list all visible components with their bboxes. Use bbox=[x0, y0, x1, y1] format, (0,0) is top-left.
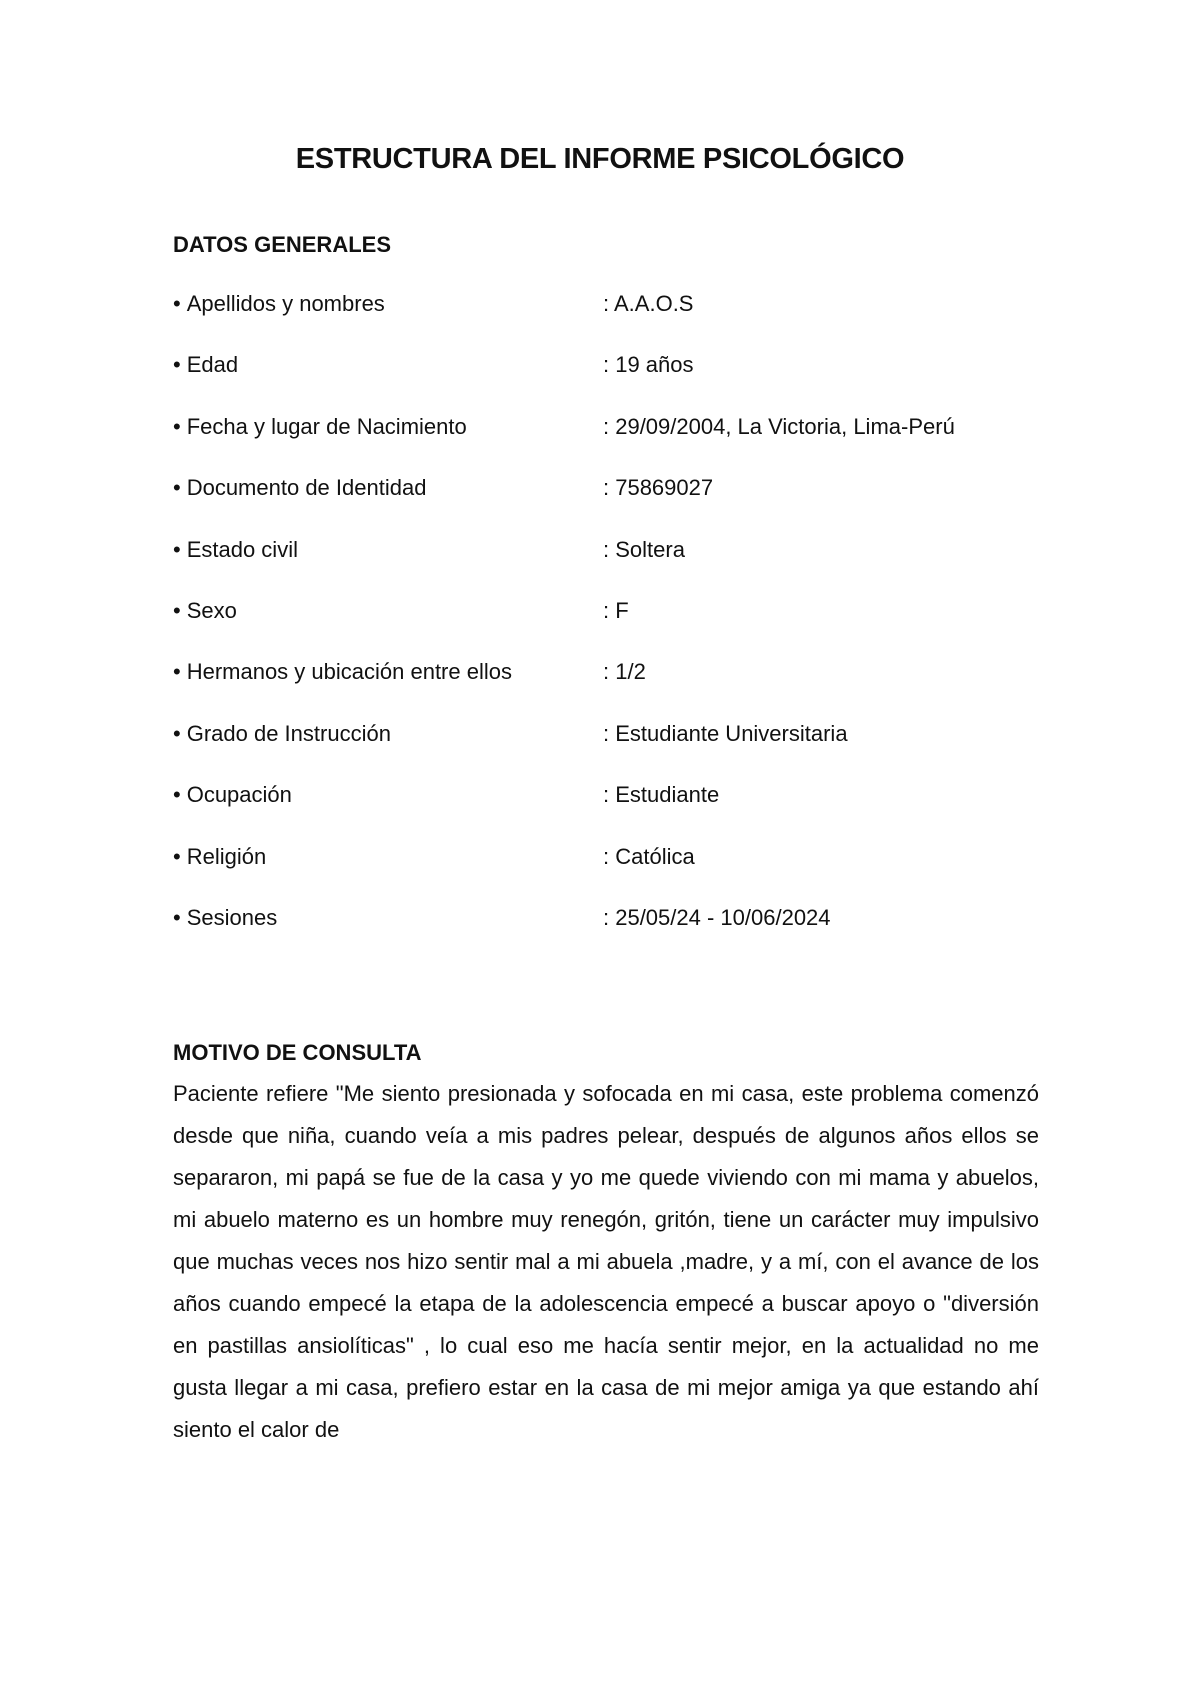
field-row-grado-instruccion bbox=[173, 720, 1073, 781]
field-label-text: Sexo bbox=[186, 597, 237, 623]
field-label-text: Fecha y lugar de Nacimiento bbox=[186, 413, 467, 439]
field-label-text: Estado civil bbox=[186, 536, 298, 562]
bullet-icon: • bbox=[173, 659, 181, 685]
field-row-fecha-lugar-nacimiento bbox=[173, 413, 1073, 474]
field-row-sesiones bbox=[173, 904, 1073, 965]
bullet-icon: • bbox=[173, 720, 181, 746]
section-heading-datos-generales: DATOS GENERALES bbox=[173, 232, 391, 257]
field-value: : A.A.O.S bbox=[603, 291, 694, 316]
field-label bbox=[173, 597, 603, 625]
field-label-text: Documento de Identidad bbox=[186, 475, 427, 501]
field-label-text: Ocupación bbox=[186, 782, 292, 808]
field-value: : 19 años bbox=[603, 352, 694, 378]
field-row-sexo bbox=[173, 597, 1073, 658]
field-label bbox=[173, 720, 603, 748]
bullet-icon: • bbox=[173, 291, 181, 316]
field-label bbox=[173, 781, 603, 809]
field-row-edad bbox=[173, 351, 1073, 412]
field-row-apellidos bbox=[173, 290, 1073, 351]
motivo-consulta-paragraph: Paciente refiere "Me siento presionada y sofocada en mi casa, este problema comenzó desde que niña, cuando veía a mis padres pelear, después de algunos años ellos se separaron, mi papá se fue de la casa y yo me quede viviendo con mi mama y abuelos, mi abuelo materno es un hombre muy renegón, gritón, tiene un carácter muy impulsivo que muchas veces nos hizo sentir mal a mi abuela ,madre, y a mí, con el avance de los años cuando empecé la etapa de la adolescencia empecé a buscar apoyo o "diversión en pastillas ansiolíticas" , lo cual eso me hacía sentir mejor, en la actualidad no me gusta llegar a mi casa, prefiero estar en la casa de mi mejor amiga ya que estando ahí siento el calor de bbox=[173, 1081, 1039, 1442]
bullet-icon: • bbox=[173, 904, 181, 930]
document-title: ESTRUCTURA DEL INFORME PSICOLÓGICO bbox=[295, 143, 905, 175]
field-value: : 25/05/24 - 10/06/2024 bbox=[603, 904, 831, 930]
field-label-text: Apellidos y nombres bbox=[186, 291, 385, 316]
field-value: : F bbox=[603, 597, 629, 623]
field-label bbox=[173, 290, 603, 318]
field-row-religion bbox=[173, 843, 1073, 904]
field-label-text: Religión bbox=[186, 843, 267, 869]
bullet-icon: • bbox=[173, 536, 181, 562]
field-label bbox=[173, 474, 603, 502]
field-value: : Estudiante Universitaria bbox=[603, 720, 848, 746]
field-label-text: Hermanos y ubicación entre ellos bbox=[186, 659, 512, 685]
bullet-icon: • bbox=[173, 782, 181, 808]
section-heading-motivo-consulta: MOTIVO DE CONSULTA bbox=[173, 1040, 422, 1065]
general-data-list bbox=[173, 290, 1073, 965]
field-label bbox=[173, 658, 603, 686]
bullet-icon: • bbox=[173, 843, 181, 869]
field-label bbox=[173, 843, 603, 871]
field-row-ocupacion bbox=[173, 781, 1073, 842]
field-label bbox=[173, 536, 603, 564]
field-label-text: Edad bbox=[186, 352, 239, 378]
field-label bbox=[173, 351, 603, 379]
field-value: : 29/09/2004, La Victoria, Lima-Perú bbox=[603, 413, 955, 439]
bullet-icon: • bbox=[173, 475, 181, 501]
field-value: : 75869027 bbox=[603, 475, 714, 501]
bullet-icon: • bbox=[173, 413, 181, 439]
field-row-estado-civil bbox=[173, 536, 1073, 597]
field-value: : Católica bbox=[603, 843, 695, 869]
field-label-text: Grado de Instrucción bbox=[186, 720, 391, 746]
field-row-documento-identidad bbox=[173, 474, 1073, 535]
field-label bbox=[173, 904, 603, 932]
bullet-icon: • bbox=[173, 352, 181, 378]
field-value: : 1/2 bbox=[603, 659, 646, 685]
bullet-icon: • bbox=[173, 597, 181, 623]
field-label bbox=[173, 413, 603, 441]
field-value: : Estudiante bbox=[603, 782, 720, 808]
field-row-hermanos bbox=[173, 658, 1073, 719]
field-value: : Soltera bbox=[603, 536, 685, 562]
field-label-text: Sesiones bbox=[186, 904, 278, 930]
